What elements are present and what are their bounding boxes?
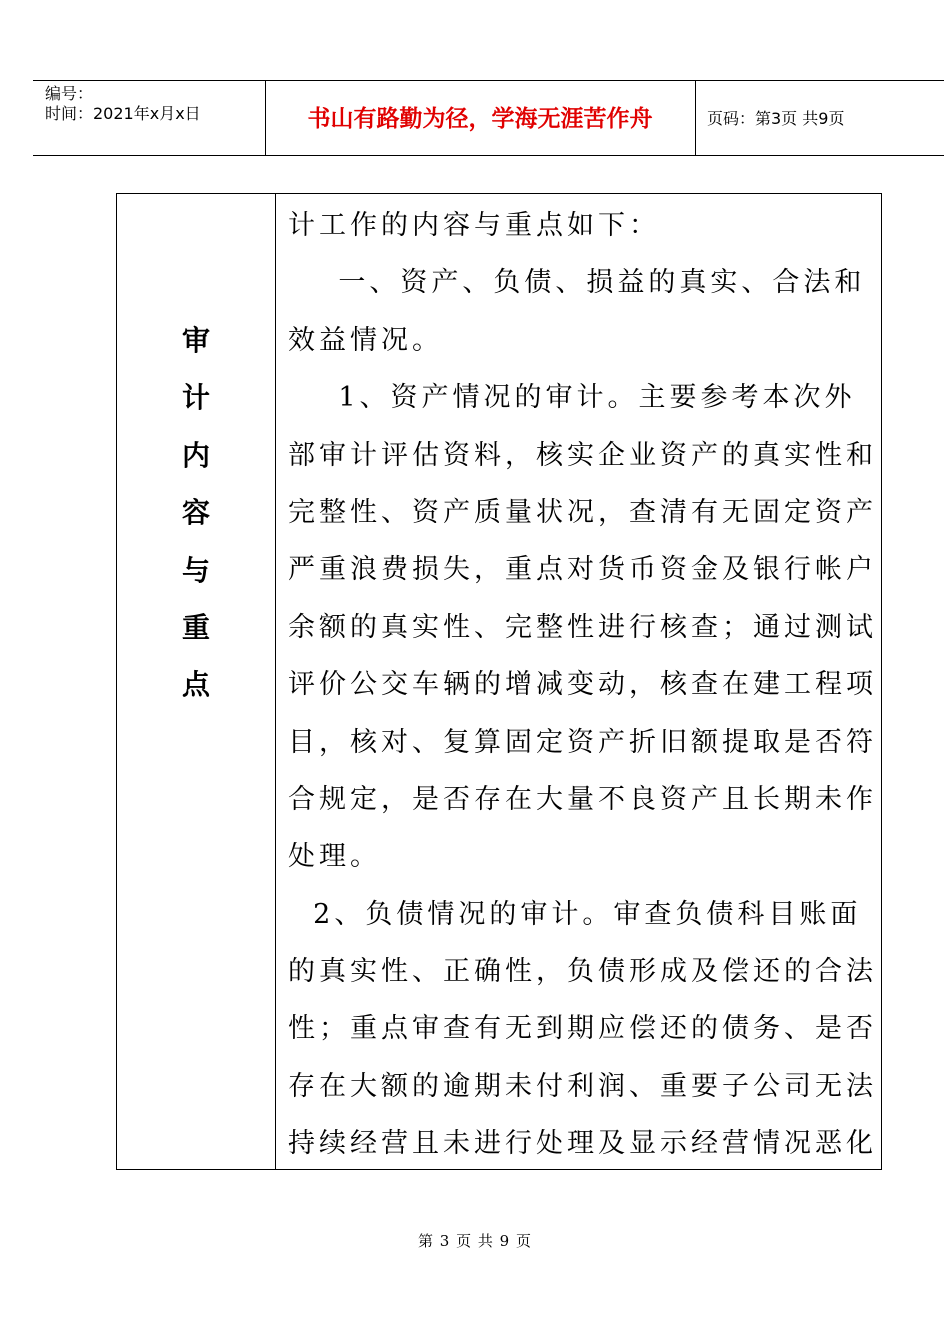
side-label-char: 内 — [181, 438, 210, 472]
body-text — [288, 197, 877, 1173]
body-line: 计工作的内容与重点如下： — [288, 210, 660, 241]
side-label-char: 计 — [181, 381, 210, 415]
body-line: 严重浪费损失，重点对货币资金及银行帐户 — [288, 554, 877, 586]
body-line: 效益情况。 — [288, 324, 443, 356]
footer-page-number: 第 3 页 共 9 页 — [418, 1232, 532, 1250]
side-label-char: 点 — [181, 668, 210, 702]
side-label-char: 重 — [181, 610, 210, 644]
header-page-info: 页码：第3页 共9页 — [707, 109, 845, 128]
header-bottom-rule — [33, 155, 944, 156]
header-top-rule — [33, 80, 944, 81]
body-line: 2、负债情况的审计。审查负债科目账面 — [288, 898, 862, 930]
body-line: 目，核对、复算固定资产折旧额提取是否符 — [288, 726, 877, 758]
body-line: 余额的真实性、完整性进行核查；通过测试 — [288, 611, 877, 643]
header-divider-right — [695, 80, 696, 156]
header-meta — [45, 84, 201, 124]
side-label-char: 容 — [181, 496, 210, 530]
body-line: 处理。 — [288, 841, 381, 873]
side-label-char: 审 — [181, 324, 210, 357]
document-date: 时间：2021年x月x日 — [45, 104, 201, 123]
body-line: 性；重点审查有无到期应偿还的债务、是否 — [288, 1013, 877, 1045]
body-line: 存在大额的逾期未付利润、重要子公司无法 — [288, 1070, 877, 1102]
body-line: 完整性、资产质量状况，查清有无固定资产 — [288, 496, 877, 528]
body-line: 合规定，是否存在大量不良资产且长期未作 — [288, 783, 877, 815]
body-line: 评价公交车辆的增减变动，核查在建工程项 — [288, 669, 877, 701]
body-line: 的真实性、正确性，负债形成及偿还的合法 — [288, 956, 877, 988]
body-line: 持续经营且未进行处理及显示经营情况恶化 — [288, 1128, 877, 1160]
side-label — [116, 312, 276, 714]
body-line: 一、资产、负债、损益的真实、合法和 — [288, 267, 866, 299]
body-line: 部审计评估资料，核实企业资产的真实性和 — [288, 439, 877, 471]
document-number-label: 编号： — [45, 84, 94, 103]
body-line: 1、资产情况的审计。主要参考本次外 — [288, 382, 856, 414]
header-motto: 书山有路勤为径，学海无涯苦作舟 — [307, 106, 653, 132]
side-label-char: 与 — [181, 553, 210, 587]
